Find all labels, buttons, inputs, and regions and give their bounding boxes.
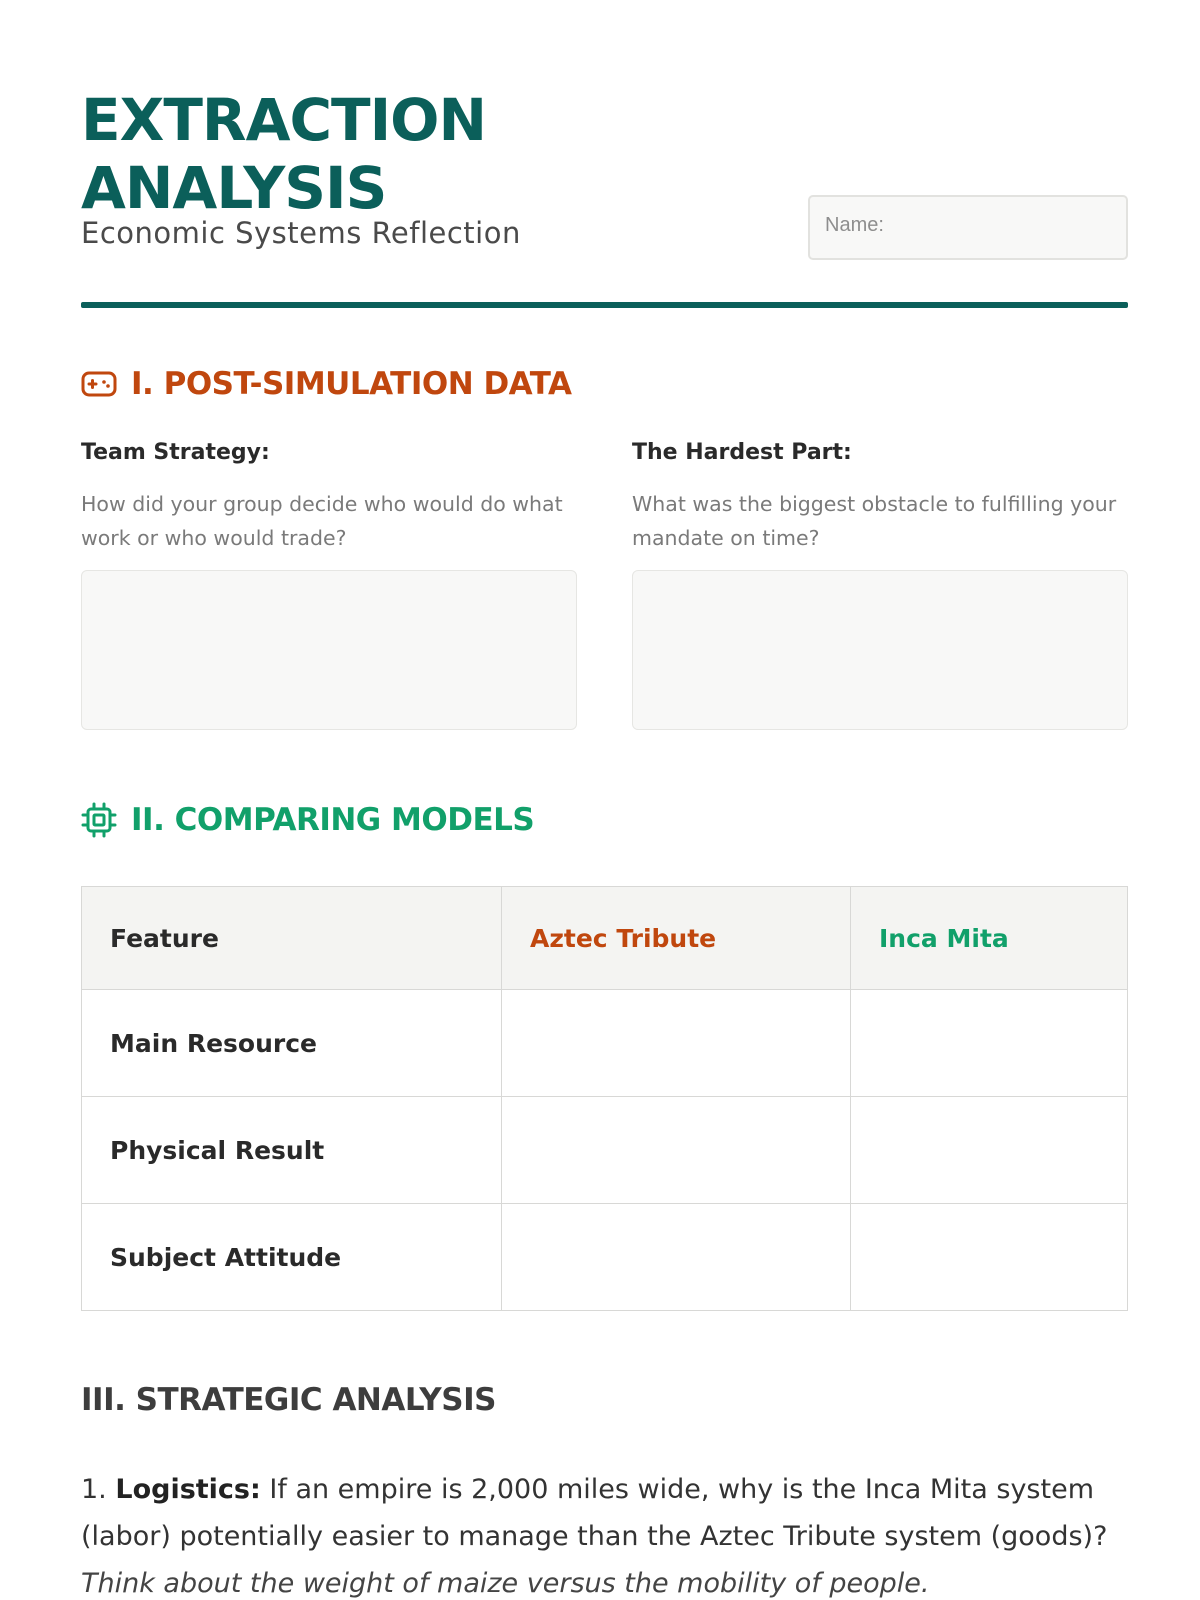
title-line-1: EXTRACTION [81, 86, 487, 154]
question-text: If an empire is 2,000 miles wide, why is the Inca Mita system (labor) potentially easier to manage than the Aztec Tribute system (goods)? [81, 1474, 1108, 1552]
hardest-part-question [632, 440, 1128, 730]
section-1-heading [81, 366, 572, 402]
header-inca-mita: Inca Mita [851, 887, 1128, 990]
team-strategy-prompt: How did your group decide who would do what work or who would trade? [81, 492, 563, 550]
question-label: Logistics: [115, 1474, 261, 1505]
table-header-row [82, 887, 1128, 990]
section-1-title: I. POST-SIMULATION DATA [131, 366, 572, 402]
name-field-placeholder: Name: [825, 214, 884, 236]
cell-main-resource-inca[interactable] [851, 990, 1128, 1097]
page-subtitle: Economic Systems Reflection [81, 216, 521, 250]
cell-physical-result-aztec[interactable] [502, 1097, 851, 1204]
question-hint: Think about the weight of maize versus the mobility of people. [81, 1568, 930, 1599]
worksheet-page [81, 0, 1128, 1600]
header-aztec-tribute: Aztec Tribute [502, 887, 851, 990]
team-strategy-label: Team Strategy: [81, 440, 270, 465]
worksheet-header [81, 86, 1128, 306]
row-label-main-resource: Main Resource [82, 990, 502, 1097]
cpu-chip-icon [81, 802, 117, 838]
cell-subject-attitude-inca[interactable] [851, 1204, 1128, 1311]
table-row [82, 1204, 1128, 1311]
section-3-title: III. STRATEGIC ANALYSIS [81, 1382, 496, 1418]
section-2-title: II. COMPARING MODELS [131, 802, 535, 838]
gamepad-icon [81, 369, 117, 399]
logistics-question [81, 1466, 1128, 1600]
section-2-heading [81, 802, 534, 838]
hardest-part-label: The Hardest Part: [632, 440, 852, 465]
row-label-subject-attitude: Subject Attitude [82, 1204, 502, 1311]
header-feature: Feature [82, 887, 502, 990]
question-number: 1. [81, 1474, 107, 1505]
row-label-physical-result: Physical Result [82, 1097, 502, 1204]
title-line-2: ANALYSIS [81, 154, 387, 222]
name-field[interactable] [808, 195, 1128, 260]
cell-main-resource-aztec[interactable] [502, 990, 851, 1097]
cell-physical-result-inca[interactable] [851, 1097, 1128, 1204]
page-title [81, 86, 486, 222]
table-row [82, 1097, 1128, 1204]
table-row [82, 990, 1128, 1097]
team-strategy-question [81, 440, 577, 730]
comparison-table [81, 886, 1128, 1311]
team-strategy-answer-box[interactable] [81, 570, 577, 730]
section-3-heading [81, 1382, 496, 1418]
cell-subject-attitude-aztec[interactable] [502, 1204, 851, 1311]
hardest-part-answer-box[interactable] [632, 570, 1128, 730]
hardest-part-prompt: What was the biggest obstacle to fulfilling your mandate on time? [632, 492, 1117, 550]
header-divider [81, 302, 1128, 308]
